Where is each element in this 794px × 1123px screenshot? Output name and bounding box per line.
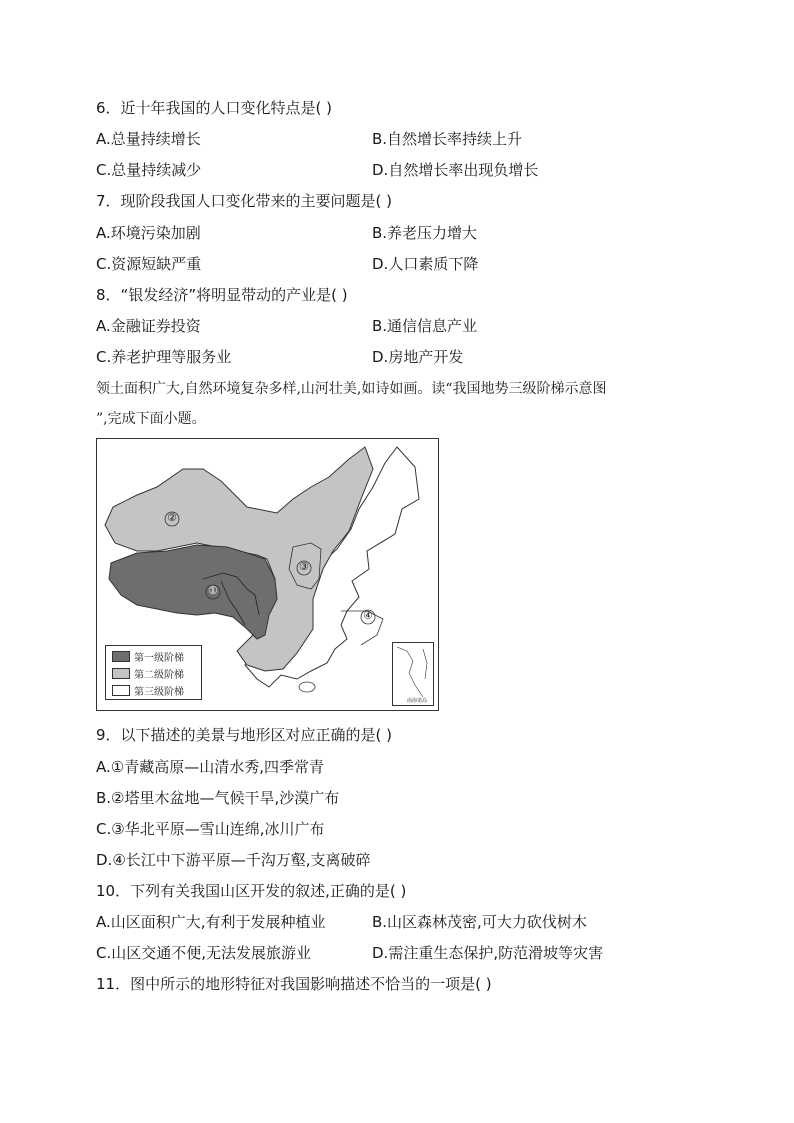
q8-option-c[interactable]: C.养老护理等服务业 (96, 348, 232, 366)
q6-option-c[interactable]: C.总量持续减少 (96, 161, 202, 179)
question-10: 10．下列有关我国山区开发的叙述,正确的是( ) (96, 882, 407, 900)
legend-label-step1: 第一级阶梯 (134, 652, 184, 664)
q7-option-d[interactable]: D.人口素质下降 (372, 255, 479, 273)
q8-option-d[interactable]: D.房地产开发 (372, 348, 464, 366)
legend-step2 (112, 666, 184, 680)
legend-swatch-step3 (112, 685, 130, 696)
map-legend (105, 645, 202, 700)
legend-label-step3: 第三级阶梯 (134, 686, 184, 698)
q10-option-c[interactable]: C.山区交通不便,无法发展旅游业 (96, 944, 312, 962)
q9-option-d[interactable]: D.④长江中下游平原—千沟万壑,支离破碎 (96, 851, 371, 869)
intro-line-2: ”,完成下面小题。 (96, 411, 206, 427)
q9-option-c[interactable]: C.③华北平原—雪山连绵,冰川广布 (96, 820, 325, 838)
question-7: 7．现阶段我国人口变化带来的主要问题是( ) (96, 192, 393, 210)
question-11: 11．图中所示的地形特征对我国影响描述不恰当的一项是( ) (96, 975, 492, 993)
q10-option-a[interactable]: A.山区面积广大,有利于发展种植业 (96, 913, 326, 931)
label-2: ② (167, 511, 177, 524)
question-8: 8．“银发经济”将明显带动的产业是( ) (96, 286, 348, 304)
q7-option-b[interactable]: B.养老压力增大 (372, 224, 478, 242)
q6-option-a[interactable]: A.总量持续增长 (96, 130, 201, 148)
q8-option-a[interactable]: A.金融证券投资 (96, 317, 201, 335)
inset-caption: 南海诸岛 (406, 698, 427, 704)
legend-step1 (112, 649, 184, 663)
question-9: 9．以下描述的美景与地形区对应正确的是( ) (96, 726, 393, 744)
legend-label-step2: 第二级阶梯 (134, 669, 184, 681)
q9-option-b[interactable]: B.②塔里木盆地—气候干旱,沙漠广布 (96, 789, 340, 807)
q10-option-b[interactable]: B.山区森林茂密,可大力砍伐树木 (372, 913, 587, 931)
label-3: ③ (299, 560, 309, 573)
label-1: ① (208, 584, 218, 597)
legend-swatch-step2 (112, 668, 130, 679)
q7-option-c[interactable]: C.资源短缺严重 (96, 255, 202, 273)
q7-option-a[interactable]: A.环境污染加剧 (96, 224, 201, 242)
label-4: ④ (363, 609, 373, 622)
q6-option-d[interactable]: D.自然增长率出现负增长 (372, 161, 539, 179)
legend-swatch-step1 (112, 651, 130, 662)
terrain-steps-map (96, 438, 439, 711)
intro-line-1: 领土面积广大,自然环境复杂多样,山河壮美,如诗如画。读“我国地势三级阶梯示意图 (96, 381, 607, 397)
legend-step3 (112, 683, 184, 697)
south-china-sea-inset (392, 642, 434, 706)
q8-option-b[interactable]: B.通信信息产业 (372, 317, 478, 335)
question-6: 6．近十年我国的人口变化特点是( ) (96, 99, 333, 117)
q9-option-a[interactable]: A.①青藏高原—山清水秀,四季常青 (96, 758, 324, 776)
q6-option-b[interactable]: B.自然增长率持续上升 (372, 130, 523, 148)
q10-option-d[interactable]: D.需注重生态保护,防范滑坡等灾害 (372, 944, 604, 962)
step1-region (109, 545, 277, 639)
